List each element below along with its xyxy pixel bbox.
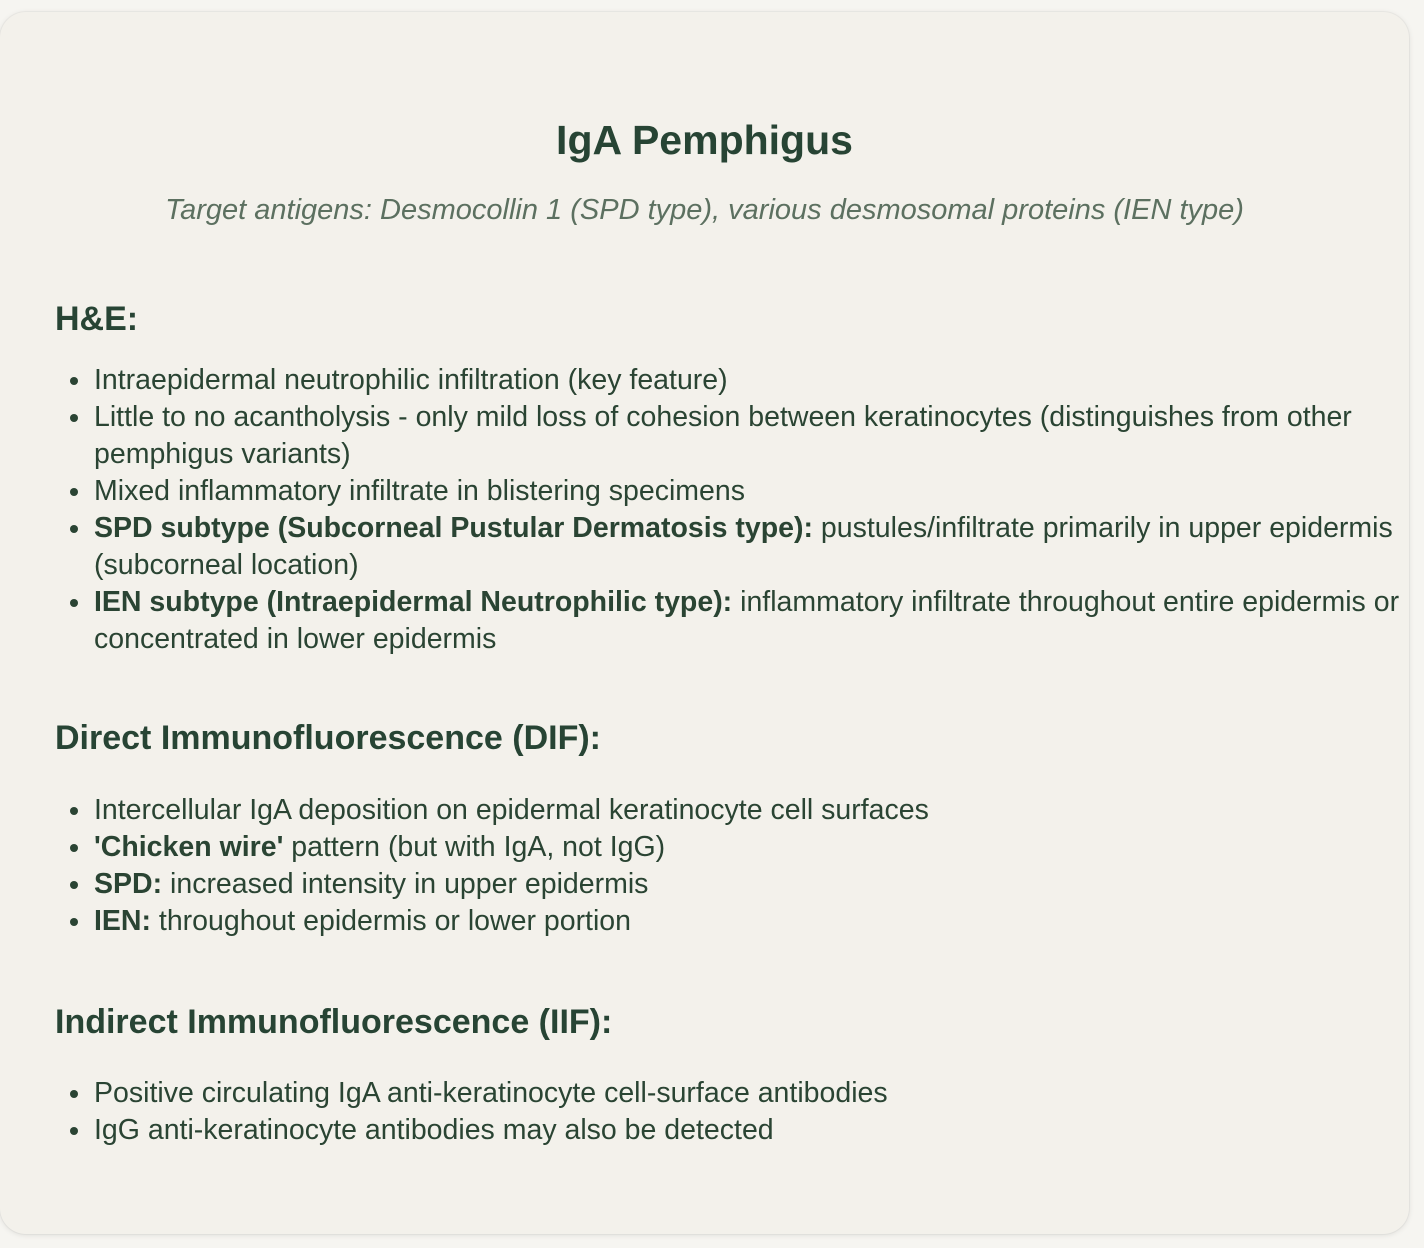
list-item-emphasis: IEN: xyxy=(94,905,151,937)
list-item-emphasis: SPD subtype (Subcorneal Pustular Dermatosis type): xyxy=(94,512,813,544)
iif-list xyxy=(55,1075,1404,1149)
list-item-emphasis: IEN subtype (Intraepidermal Neutrophilic type): xyxy=(94,586,733,618)
dif-list xyxy=(55,792,1404,940)
list-item: Intraepidermal neutrophilic infiltration (key feature) xyxy=(94,362,1404,399)
page-title: IgA Pemphigus xyxy=(556,117,853,163)
list-item: Mixed inflammatory infiltrate in blistering specimens xyxy=(94,473,1404,510)
section-heading-iif: Indirect Immunofluorescence (IIF): xyxy=(55,1003,613,1041)
list-item: IEN subtype (Intraepidermal Neutrophilic type): inflammatory infiltrate throughout entire epidermis or concentrated in lower epidermis xyxy=(94,584,1404,658)
list-item: SPD subtype (Subcorneal Pustular Dermatosis type): pustules/infiltrate primarily in upper epidermis (subcorneal location) xyxy=(94,510,1404,584)
list-item: SPD: increased intensity in upper epidermis xyxy=(94,866,1404,903)
list-item-emphasis: 'Chicken wire' xyxy=(94,831,284,863)
list-item: Positive circulating IgA anti-keratinocyte cell-surface antibodies xyxy=(94,1075,1404,1112)
he-list xyxy=(55,362,1404,658)
page-subtitle: Target antigens: Desmocollin 1 (SPD type), various desmosomal proteins (IEN type) xyxy=(165,194,1244,226)
list-item: IgG anti-keratinocyte antibodies may also be detected xyxy=(94,1112,1404,1149)
list-item: Intercellular IgA deposition on epidermal keratinocyte cell surfaces xyxy=(94,792,1404,829)
list-item: IEN: throughout epidermis or lower portion xyxy=(94,903,1404,940)
section-heading-dif: Direct Immunofluorescence (DIF): xyxy=(55,719,601,757)
section-heading-he: H&E: xyxy=(55,300,139,338)
list-item-emphasis: SPD: xyxy=(94,868,163,900)
list-item: Little to no acantholysis - only mild loss of cohesion between keratinocytes (distinguishes from other pemphigus variants) xyxy=(94,399,1404,473)
list-item: 'Chicken wire' pattern (but with IgA, not IgG) xyxy=(94,829,1404,866)
content-card xyxy=(0,12,1409,1234)
